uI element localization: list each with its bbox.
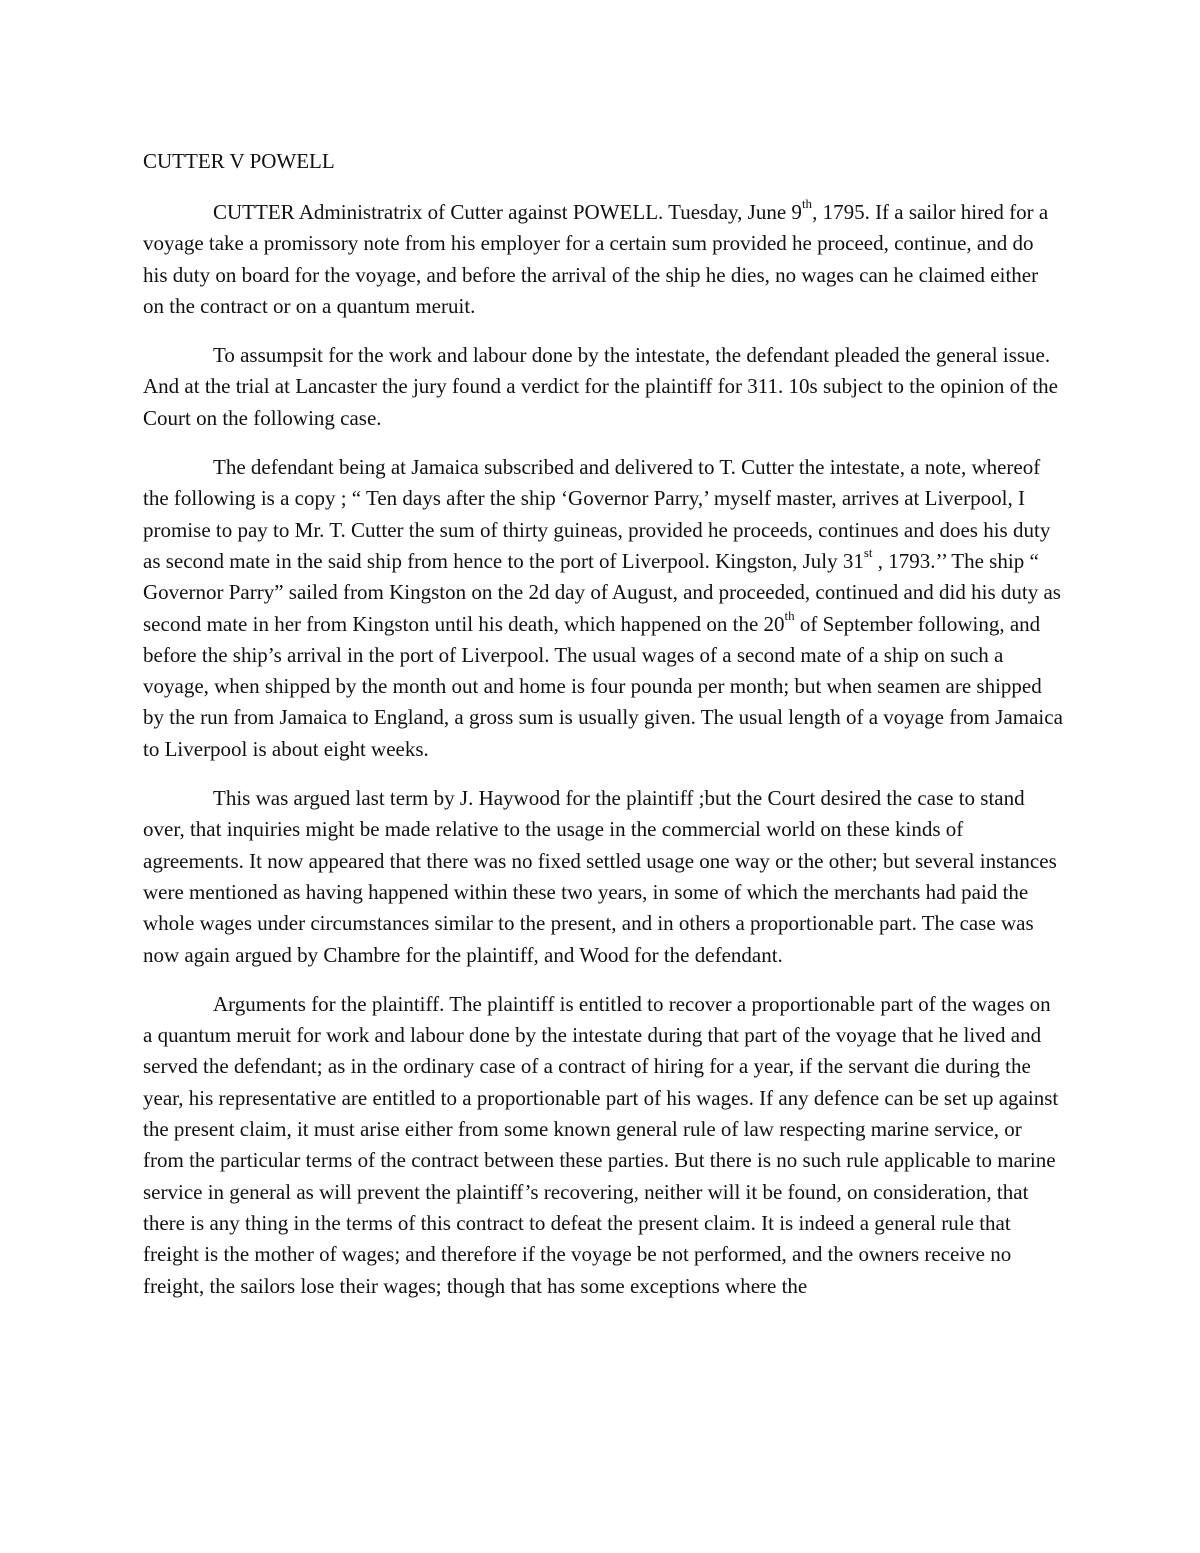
document-page: [143, 146, 1063, 1320]
superscript-th-2: th: [784, 607, 795, 623]
paragraph-1-text-b: , 1795. If a sailor hired for a voyage take a promissory note from his employer for a certain sum provided he proceed, continue, and do his duty on board for the voyage, and before the arrival of the ship he dies, no wages can he claimed either on the contract or on a quantum meruit.: [143, 200, 1049, 318]
paragraph-3: [143, 452, 1063, 765]
paragraph-1: [143, 197, 1063, 322]
superscript-th: th: [801, 196, 813, 211]
document-title: CUTTER V POWELL: [143, 149, 335, 173]
superscript-st: st: [863, 544, 873, 560]
paragraph-3-text-a: The defendant being at Jamaica subscribed and delivered to T. Cutter the intestate, a note, whereof the following is a copy ; “ Ten days after the ship ‘Governor Parry,’ myself master, arrives at Liverpool, I promise to pay to Mr. T. Cutter the sum of thirty guineas, provided he proceeds, continues and does his duty as second mate in the said ship from hence to the port of Liverpool. Kingston, July 31: [143, 455, 1051, 573]
paragraph-3-text-c: of September following, and before the ship’s arrival in the port of Liverpool. The usual wages of a second mate of a ship on such a voyage, when shipped by the month out and home is four pounda per month; but when seamen are shipped by the run from Jamaica to England, a gross sum is usually given. The usual length of a voyage from Jamaica to Liverpool is about eight weeks.: [143, 611, 1063, 761]
paragraph-4: This was argued last term by J. Haywood for the plaintiff ;but the Court desired the case to stand over, that inquiries might be made relative to the usage in the commercial world on these kinds of agreements. It now appeared that there was no fixed settled usage one way or the other; but several instances were mentioned as having happened within these two years, in some of which the merchants had paid the whole wages under circumstances similar to the present, and in others a proportionable part. The case was now again argued by Chambre for the plaintiff, and Wood for the defendant.: [143, 786, 1057, 967]
paragraph-5: Arguments for the plaintiff. The plaintiff is entitled to recover a proportionable part of the wages on a quantum meruit for work and labour done by the intestate during that part of the voyage that he lived and served the defendant; as in the ordinary case of a contract of hiring for a year, if the servant die during the year, his representative are entitled to a proportionable part of his wages. If any defence can be set up against the present claim, it must arise either from some known general rule of law respecting marine service, or from the particular terms of the contract between these parties. But there is no such rule applicable to marine service in general as will prevent the plaintiff’s recovering, neither will it be found, on consideration, that there is any thing in the terms of this contract to defeat the present claim. It is indeed a general rule that freight is the mother of wages; and therefore if the voyage be not performed, and the owners receive no freight, the sailors lose their wages; though that has some exceptions where the: [143, 991, 1059, 1298]
paragraph-3-text-b: , 1793.’’ The ship “ Governor Parry” sailed from Kingston on the 2d day of August, and proceeded, continued and did his duty as second mate in her from Kingston until his death, which happened on the 20: [143, 548, 1061, 636]
paragraph-1-text-a: CUTTER Administratrix of Cutter against POWELL. Tuesday, June 9: [213, 200, 802, 224]
paragraph-2: To assumpsit for the work and labour done by the intestate, the defendant pleaded the general issue. And at the trial at Lancaster the jury found a verdict for the plaintiff for 311. 10s subject to the opinion of the Court on the following case.: [143, 343, 1058, 430]
